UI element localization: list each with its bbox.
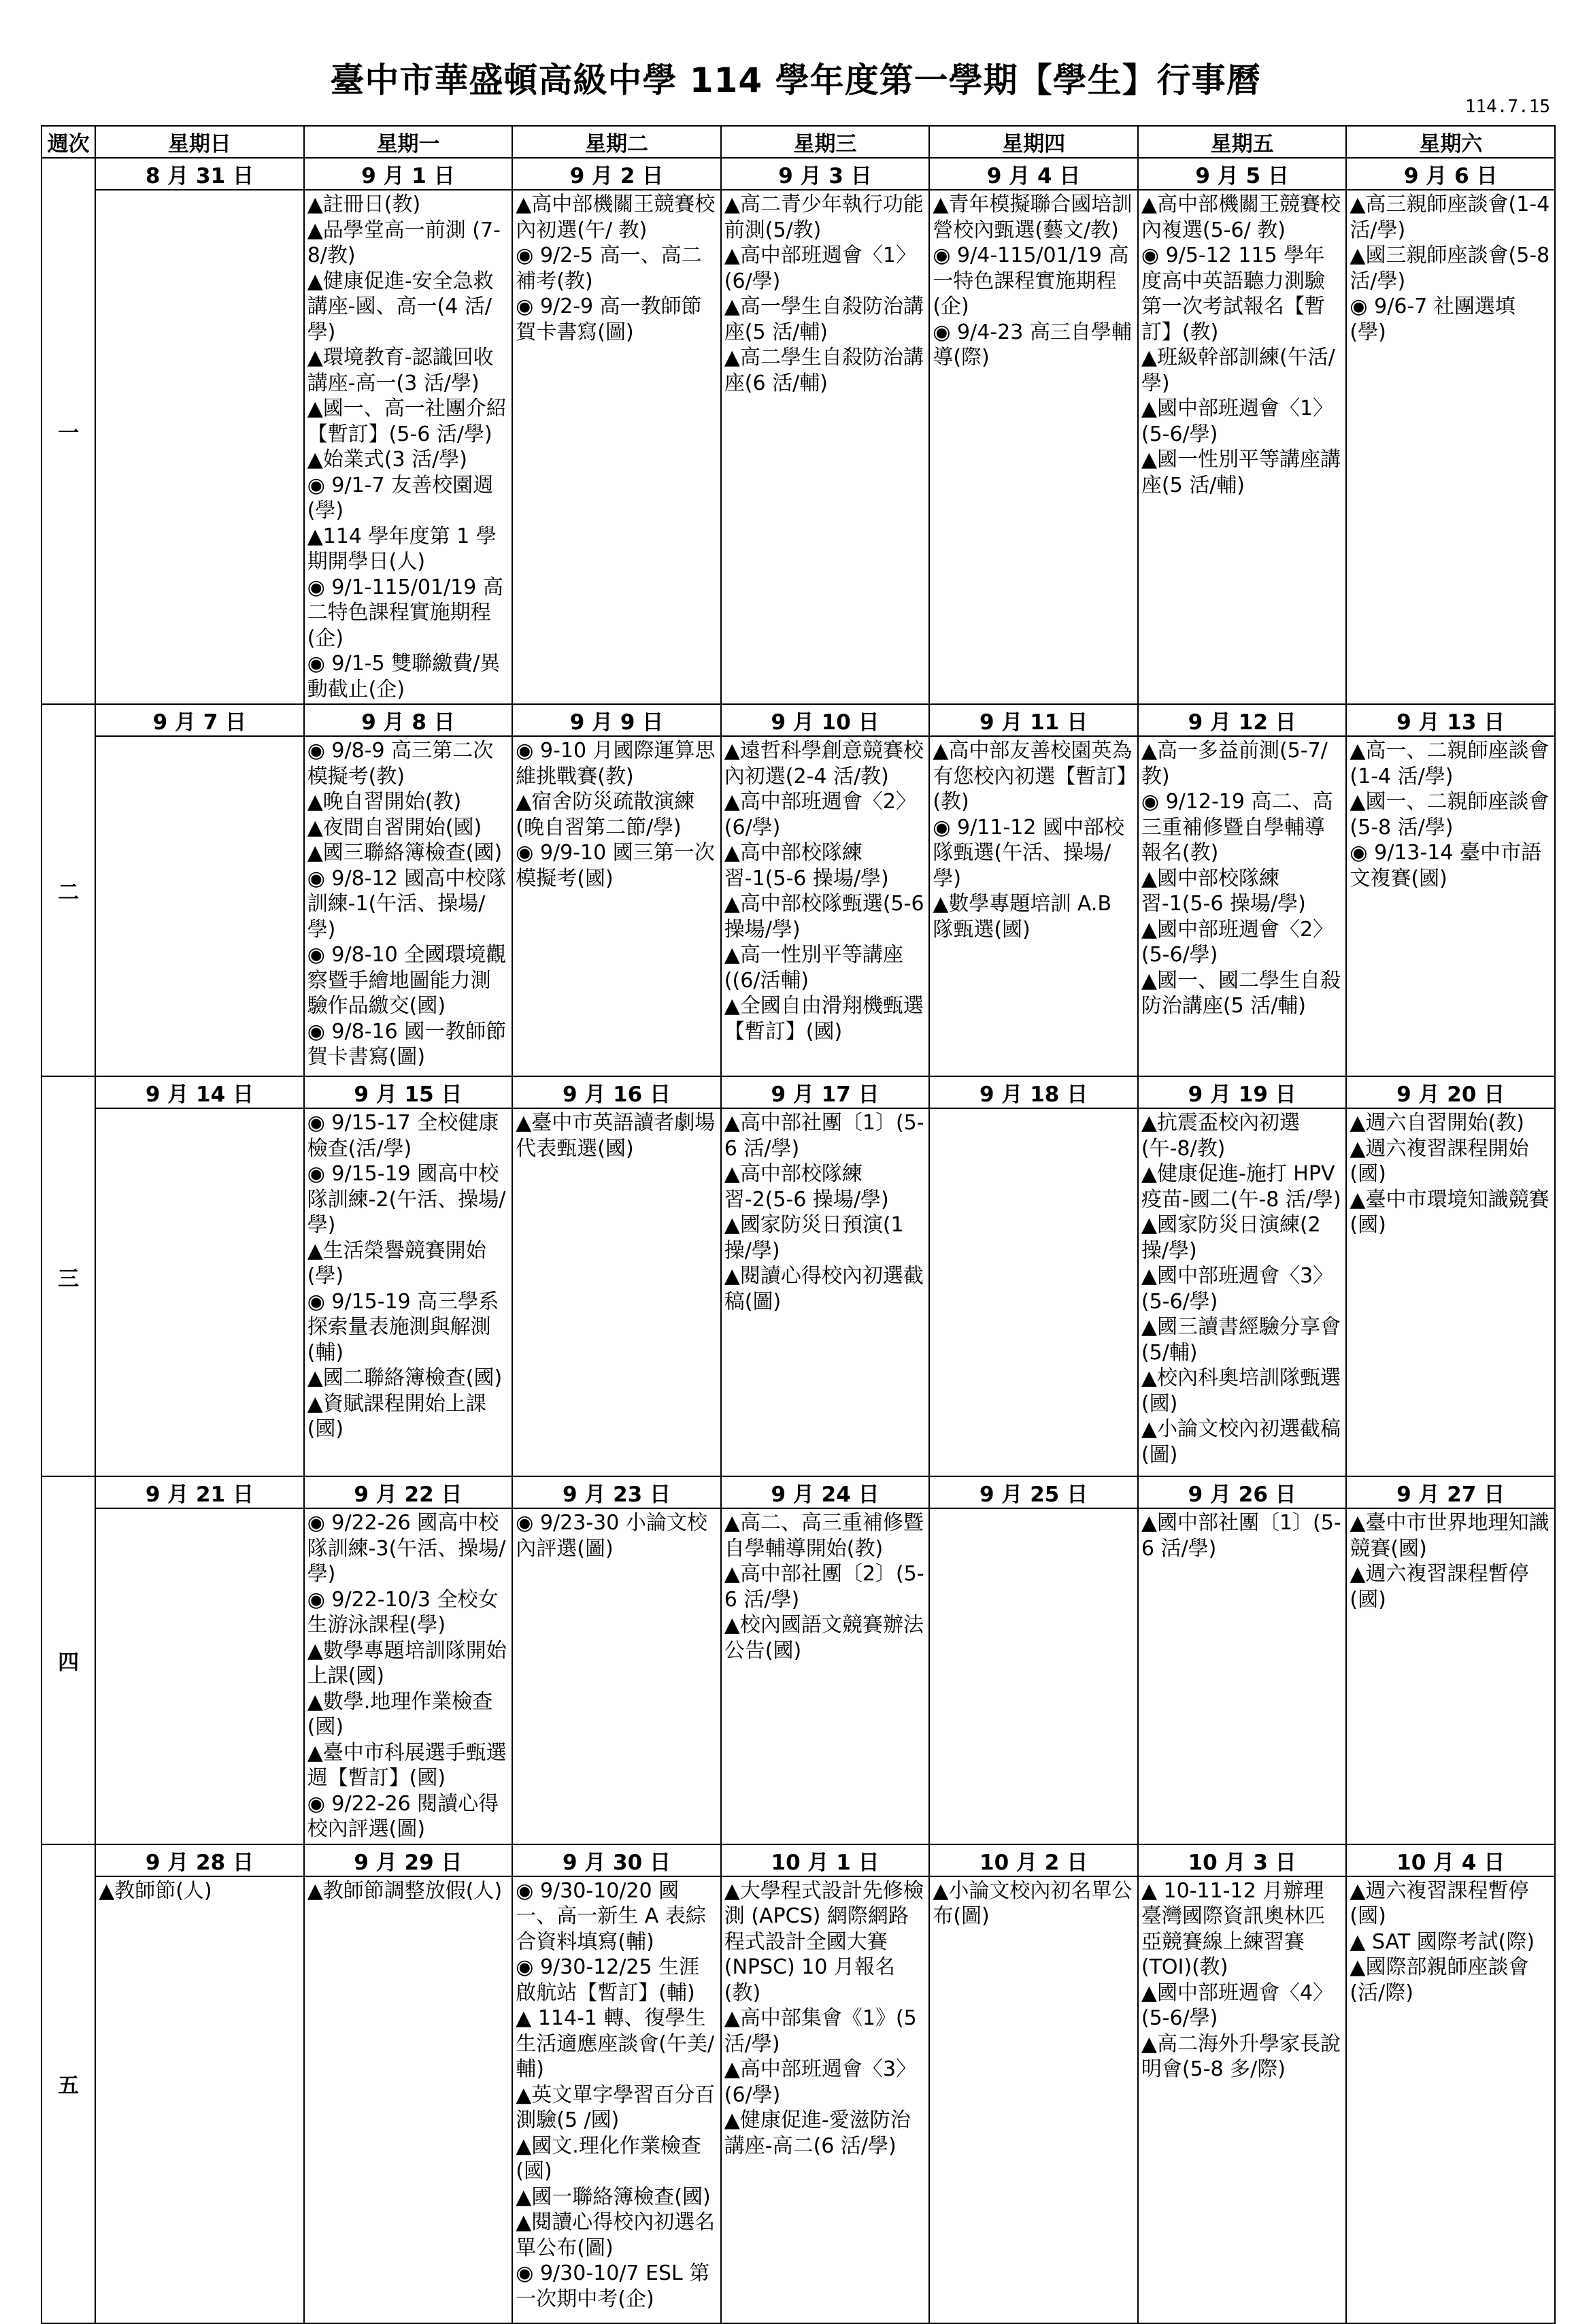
event-item: ▲國中部班週會〈1〉(5-6/學): [1141, 397, 1334, 446]
event-item: ◉ 9/1-7 友善校園週(學): [307, 473, 494, 522]
event-item: ◉ 9/13-14 臺中市語文複賽(國): [1350, 841, 1542, 891]
date-cell: 9 月 15 日: [304, 1076, 513, 1108]
event-item: ▲遠哲科學創意競賽校內初選(2-4 活/教): [724, 739, 924, 788]
event-item: ▲數學專題培訓 A.B 隊甄選(國): [933, 892, 1112, 942]
day-events-cell: [95, 190, 304, 704]
day-events-cell: [929, 190, 1138, 704]
day-events-cell: [512, 736, 721, 1076]
event-item: ▲校內科奧培訓隊甄選(國): [1141, 1366, 1341, 1416]
date-cell: 9 月 5 日: [1138, 158, 1347, 190]
event-item: ▲國一、高一社團介紹【暫訂】(5-6 活/學): [307, 397, 507, 446]
week-number: 三: [41, 1076, 95, 1476]
week-number: 五: [41, 1844, 95, 2323]
event-item: ◉ 9/30-10/20 國一、高一新生 A 表綜合資料填寫(輔): [516, 1878, 706, 1954]
event-item: ◉ 9/12-19 高二、高三重補修暨自學輔導報名(教): [1141, 790, 1333, 865]
event-item: ▲國中部班週會〈4〉(5-6/學): [1141, 1980, 1334, 2030]
event-item: ◉ 9/15-19 國高中校隊訓練-2(午活、操場/學): [307, 1162, 506, 1237]
event-item: ▲生活榮譽競賽開始(學): [307, 1238, 486, 1288]
event-item: ▲國中部社團〔1〕(5-6 活/學): [1141, 1511, 1341, 1561]
header-saturday: 星期六: [1346, 126, 1555, 158]
event-item: ▲高中部校隊練習-2(5-6 操場/學): [724, 1162, 889, 1212]
date-cell: 9 月 11 日: [929, 704, 1138, 736]
event-item: ▲週六複習課程暫停(國): [1350, 1562, 1529, 1612]
event-item: ▲臺中市科展選手甄選週【暫訂】(國): [307, 1740, 507, 1790]
day-events-cell: [721, 736, 930, 1076]
event-item: ◉ 9/8-16 國一教師節賀卡書寫(圖): [307, 1019, 507, 1069]
day-events-cell: [1346, 1876, 1555, 2323]
event-item: ▲國一性別平等講座講座(5 活/輔): [1141, 448, 1341, 497]
event-item: ▲始業式(3 活/學): [307, 448, 467, 471]
event-item: ▲閱讀心得校內初選名單公布(圖): [516, 2210, 716, 2260]
day-events-cell: [304, 1876, 513, 2323]
event-item: ▲高中部校隊甄選(5-6 操場/學): [724, 892, 924, 942]
day-events-cell: [1138, 1508, 1347, 1844]
date-cell: 10 月 2 日: [929, 1844, 1138, 1876]
event-item: ▲ SAT 國際考試(際): [1350, 1929, 1535, 1954]
date-cell: 10 月 3 日: [1138, 1844, 1347, 1876]
event-item: ◉ 9/9-10 國三第一次模擬考(國): [516, 841, 715, 891]
date-cell: 9 月 3 日: [721, 158, 930, 190]
header-friday: 星期五: [1138, 126, 1347, 158]
day-events-cell: [304, 736, 513, 1076]
event-item: ▲高中部友善校園英為有您校內初選【暫訂】(教): [933, 739, 1133, 814]
date-cell: 9 月 21 日: [95, 1476, 304, 1508]
event-item: ▲校內國語文競賽辦法公告(國): [724, 1613, 924, 1663]
event-item: ▲高一性別平等講座((6/活輔): [724, 943, 903, 993]
day-events-cell: [95, 1508, 304, 1844]
event-item: ◉ 9/1-115/01/19 高二特色課程實施期程(企): [307, 575, 503, 650]
event-item: ▲國家防災日演練(2 操/學): [1141, 1213, 1321, 1263]
event-item: ◉ 9/30-10/7 ESL 第一次期中考(企): [516, 2261, 710, 2311]
day-events-cell: [1138, 1108, 1347, 1476]
date-row: [41, 704, 1555, 736]
event-item: ▲臺中市環境知識競賽(國): [1350, 1187, 1550, 1237]
event-item: ▲高二海外升學家長說明會(5-8 多/際): [1141, 2031, 1341, 2081]
date-cell: 10 月 4 日: [1346, 1844, 1555, 1876]
date-cell: 9 月 6 日: [1346, 158, 1555, 190]
week-number: 二: [41, 704, 95, 1076]
event-item: ▲高中部班週會〈2〉(6/學): [724, 790, 916, 840]
event-item: ▲週六複習課程暫停(國): [1350, 1878, 1529, 1928]
event-item: ▲高二青少年執行功能前測(5/教): [724, 193, 924, 242]
date-row: [41, 1476, 1555, 1508]
day-events-cell: [304, 1108, 513, 1476]
event-item: ▲國中部班週會〈2〉(5-6/學): [1141, 917, 1334, 967]
event-item: ▲小論文校內初選截稿(圖): [1141, 1417, 1341, 1467]
day-events-cell: [512, 1108, 721, 1476]
event-item: ◉ 9/6-7 社團選填(學): [1350, 295, 1515, 344]
day-events-cell: [929, 1876, 1138, 2323]
calendar-table: [41, 125, 1556, 2324]
date-cell: 9 月 19 日: [1138, 1076, 1347, 1108]
date-cell: 9 月 12 日: [1138, 704, 1347, 736]
event-item: ▲高中部班週會〈3〉(6/學): [724, 2057, 916, 2107]
event-item: ▲高三親師座談會(1-4 活/學): [1350, 193, 1550, 242]
event-item: ▲晚自習開始(教): [307, 790, 462, 814]
date-cell: 9 月 22 日: [304, 1476, 513, 1508]
header-thursday: 星期四: [929, 126, 1138, 158]
date-cell: 9 月 8 日: [304, 704, 513, 736]
date-cell: 9 月 13 日: [1346, 704, 1555, 736]
event-item: ▲註冊日(教): [307, 193, 421, 216]
event-item: ▲國中部校隊練習-1(5-6 操場/學): [1141, 866, 1306, 916]
event-item: ◉ 9/4-115/01/19 高一特色課程實施期程(企): [933, 244, 1129, 318]
day-events-cell: [721, 1108, 930, 1476]
event-item: ◉ 9/30-12/25 生涯啟航站【暫訂】(輔): [516, 1955, 700, 2005]
event-item: ◉ 9/2-9 高一教師節賀卡書寫(圖): [516, 295, 702, 344]
date-cell: 9 月 7 日: [95, 704, 304, 736]
event-item: ▲高中部集會《1》(5 活/學): [724, 2006, 917, 2056]
event-item: ◉ 9/11-12 國中部校隊甄選(午活、操場/學): [933, 815, 1124, 891]
event-item: ▲114 學年度第 1 學期開學日(人): [307, 524, 497, 574]
events-row: [41, 1876, 1555, 2323]
day-events-cell: [929, 736, 1138, 1076]
day-events-cell: [721, 1508, 930, 1844]
day-events-cell: [1138, 736, 1347, 1076]
event-item: ▲小論文校內初名單公布(圖): [933, 1878, 1133, 1928]
event-item: ◉ 9/2-5 高一、高二補考(教): [516, 244, 702, 293]
date-cell: 9 月 26 日: [1138, 1476, 1347, 1508]
event-item: ▲品學堂高一前測 (7-8/教): [307, 218, 501, 267]
event-item: ▲國際部親師座談會(活/際): [1350, 1955, 1529, 2005]
date-cell: 9 月 23 日: [512, 1476, 721, 1508]
header-row: [41, 126, 1555, 158]
event-item: ▲抗震盃校內初選(午-8/教): [1141, 1111, 1300, 1161]
event-item: ▲國二聯絡簿檢查(國): [307, 1366, 503, 1390]
event-item: ▲青年模擬聯合國培訓營校內甄選(藝文/教): [933, 193, 1133, 242]
header-tuesday: 星期二: [512, 126, 721, 158]
date-cell: 9 月 14 日: [95, 1076, 304, 1108]
event-item: ▲數學.地理作業檢查(國): [307, 1689, 493, 1739]
header-monday: 星期一: [304, 126, 513, 158]
date-cell: 9 月 9 日: [512, 704, 721, 736]
event-item: ◉ 9-10 月國際運算思維挑戰賽(教): [516, 739, 716, 788]
week-number: 一: [41, 158, 95, 704]
event-item: ◉ 9/5-12 115 學年度高中英語聽力測驗第一次考試報名【暫訂】(教): [1141, 244, 1325, 344]
date-cell: 9 月 29 日: [304, 1844, 513, 1876]
day-events-cell: [1138, 190, 1347, 704]
event-item: ▲高一多益前測(5-7/教): [1141, 739, 1328, 788]
event-item: ▲健康促進-安全急救講座-國、高一(4 活/學): [307, 269, 494, 344]
event-item: ▲高中部機關王競賽校內初選(午/ 教): [516, 193, 716, 242]
event-item: ▲教師節(人): [99, 1878, 212, 1903]
date-cell: 9 月 20 日: [1346, 1076, 1555, 1108]
date-cell: 8 月 31 日: [95, 158, 304, 190]
event-item: ◉ 9/8-10 全國環境觀察暨手繪地圖能力測驗作品繳交(國): [307, 943, 507, 1018]
event-item: ▲高二學生自殺防治講座(6 活/輔): [724, 346, 924, 395]
day-events-cell: [512, 1508, 721, 1844]
event-item: ▲高中部班週會〈1〉(6/學): [724, 244, 916, 293]
event-item: ▲環境教育-認識回收講座-高一(3 活/學): [307, 346, 494, 395]
event-item: ◉ 9/1-5 雙聯繳費/異動截止(企): [307, 652, 501, 701]
event-item: ▲ 10-11-12 月辦理臺灣國際資訊奧林匹亞競賽線上練習賽(TOI)(教): [1141, 1878, 1325, 1979]
date-cell: 9 月 10 日: [721, 704, 930, 736]
day-events-cell: [95, 736, 304, 1076]
date-row: [41, 1844, 1555, 1876]
event-item: ▲健康促進-施打 HPV 疫苗-國二(午-8 活/學): [1141, 1162, 1341, 1212]
day-events-cell: [1346, 1508, 1555, 1844]
event-item: ◉ 9/4-23 高三自學輔導(際): [933, 320, 1132, 369]
event-item: ▲大學程式設計先修檢測 (APCS) 網際網路程式設計全國大賽(NPSC) 10 月報名(教): [724, 1878, 924, 2005]
event-item: ▲夜間自習開始(國): [307, 815, 482, 840]
date-cell: 9 月 4 日: [929, 158, 1138, 190]
header-sunday: 星期日: [95, 126, 304, 158]
date-cell: 9 月 27 日: [1346, 1476, 1555, 1508]
document-date: 114.7.15: [1464, 97, 1550, 117]
event-item: ▲國三聯絡簿檢查(國): [307, 841, 503, 865]
event-item: ◉ 9/22-26 閱讀心得校內評選(圖): [307, 1791, 499, 1841]
event-item: ▲教師節調整放假(人): [307, 1878, 503, 1903]
day-events-cell: [721, 1876, 930, 2323]
events-row: [41, 1108, 1555, 1476]
date-cell: 10 月 1 日: [721, 1844, 930, 1876]
events-row: [41, 190, 1555, 704]
event-item: ▲高中部社團〔1〕(5-6 活/學): [724, 1111, 924, 1161]
event-item: ▲高一、二親師座談會(1-4 活/學): [1350, 739, 1550, 788]
event-item: ▲高中部校隊練習-1(5-6 操場/學): [724, 841, 889, 891]
event-item: ▲ 114-1 轉、復學生生活適應座談會(午美/輔): [516, 2006, 715, 2081]
event-item: ▲英文單字學習百分百測驗(5 /國): [516, 2082, 716, 2132]
day-events-cell: [512, 190, 721, 704]
event-item: ▲資賦課程開始上課(國): [307, 1391, 486, 1441]
event-item: ◉ 9/8-9 高三第二次模擬考(教): [307, 739, 494, 788]
day-events-cell: [304, 1508, 513, 1844]
event-item: ▲閱讀心得校內初選截稿(圖): [724, 1264, 924, 1314]
day-events-cell: [1138, 1876, 1347, 2323]
day-events-cell: [721, 190, 930, 704]
event-item: ◉ 9/23-30 小論文校內評選(圖): [516, 1511, 707, 1561]
day-events-cell: [95, 1876, 304, 2323]
event-item: ▲臺中市英語讀者劇場代表甄選(國): [516, 1111, 716, 1161]
event-item: ▲高一學生自殺防治講座(5 活/輔): [724, 295, 924, 344]
event-item: ▲健康促進-愛滋防治講座-高二(6 活/學): [724, 2108, 911, 2158]
event-item: ▲高中部社團〔2〕(5-6 活/學): [724, 1562, 924, 1612]
event-item: ▲國一聯絡簿檢查(國): [516, 2185, 711, 2209]
event-item: ▲高二、高三重補修暨自學輔導開始(教): [724, 1511, 924, 1561]
event-item: ▲國三讀書經驗分享會(5/輔): [1141, 1315, 1341, 1365]
event-item: ▲國文.理化作業檢查(國): [516, 2134, 701, 2183]
event-item: ▲週六複習課程開始(國): [1350, 1136, 1529, 1186]
event-item: ◉ 9/22-10/3 全校女生游泳課程(學): [307, 1587, 499, 1637]
event-item: ▲國家防災日預演(1 操/學): [724, 1213, 904, 1263]
event-item: ▲週六自習開始(教): [1350, 1111, 1524, 1135]
day-events-cell: [929, 1508, 1138, 1844]
event-item: ▲高中部機關王競賽校內複選(5-6/ 教): [1141, 193, 1341, 242]
event-item: ▲國中部班週會〈3〉(5-6/學): [1141, 1264, 1334, 1314]
date-row: [41, 158, 1555, 190]
event-item: ◉ 9/22-26 國高中校隊訓練-3(午活、操場/學): [307, 1511, 506, 1586]
date-cell: 9 月 17 日: [721, 1076, 930, 1108]
date-cell: 9 月 2 日: [512, 158, 721, 190]
event-item: ◉ 9/15-19 高三學系探索量表施測與解測(輔): [307, 1289, 499, 1365]
event-item: ▲全國自由滑翔機甄選【暫訂】(國): [724, 994, 924, 1044]
date-cell: 9 月 24 日: [721, 1476, 930, 1508]
day-events-cell: [95, 1108, 304, 1476]
events-row: [41, 1508, 1555, 1844]
event-item: ▲國一、二親師座談會(5-8 活/學): [1350, 790, 1550, 840]
date-cell: 9 月 30 日: [512, 1844, 721, 1876]
date-cell: 9 月 1 日: [304, 158, 513, 190]
day-events-cell: [1346, 736, 1555, 1076]
event-item: ▲宿舍防災疏散演練(晚自習第二節/學): [516, 790, 695, 840]
day-events-cell: [1346, 1108, 1555, 1476]
header-wednesday: 星期三: [721, 126, 930, 158]
date-cell: 9 月 28 日: [95, 1844, 304, 1876]
date-cell: 9 月 25 日: [929, 1476, 1138, 1508]
event-item: ▲數學專題培訓隊開始上課(國): [307, 1638, 507, 1688]
event-item: ◉ 9/8-12 國高中校隊訓練-1(午活、操場/學): [307, 866, 507, 942]
event-item: ▲臺中市世界地理知識競賽(國): [1350, 1511, 1550, 1561]
header-week: 週次: [41, 126, 95, 158]
event-item: ▲國一、國二學生自殺防治講座(5 活/輔): [1141, 968, 1341, 1018]
event-item: ▲國三親師座談會(5-8 活/學): [1350, 244, 1550, 293]
date-row: [41, 1076, 1555, 1108]
week-number: 四: [41, 1476, 95, 1844]
day-events-cell: [929, 1108, 1138, 1476]
events-row: [41, 736, 1555, 1076]
day-events-cell: [512, 1876, 721, 2323]
event-item: ▲班級幹部訓練(午活/學): [1141, 346, 1335, 395]
page-title: 臺中市華盛頓高級中學 114 學年度第一學期【學生】行事曆: [330, 61, 1261, 100]
event-item: ◉ 9/15-17 全校健康檢查(活/學): [307, 1111, 499, 1161]
date-cell: 9 月 18 日: [929, 1076, 1138, 1108]
day-events-cell: [304, 190, 513, 704]
day-events-cell: [1346, 190, 1555, 704]
date-cell: 9 月 16 日: [512, 1076, 721, 1108]
